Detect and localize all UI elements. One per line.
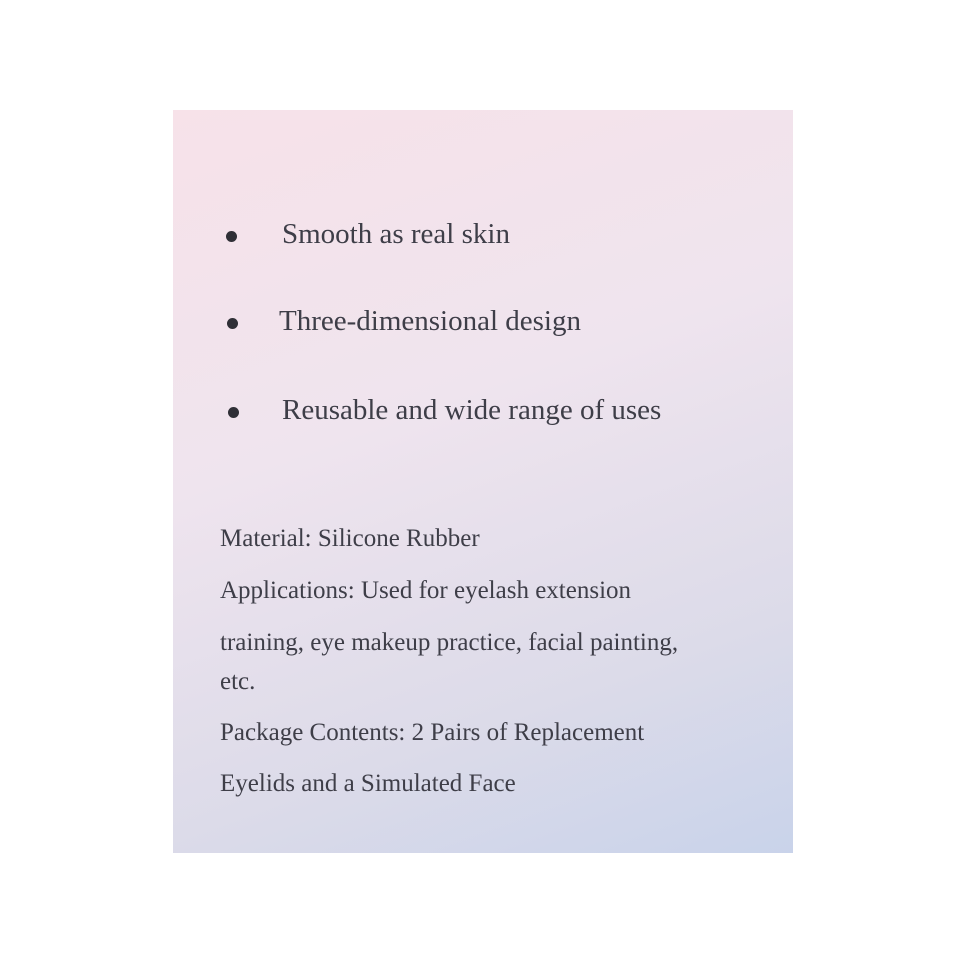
applications-text-line1: Applications: Used for eyelash extension	[220, 577, 632, 604]
feature-text: Smooth as real skin	[282, 218, 510, 250]
feature-item	[173, 304, 793, 338]
product-info-card	[173, 110, 793, 853]
feature-item	[173, 217, 793, 251]
applications-text-line3: etc.	[220, 668, 256, 695]
feature-text: Three-dimensional design	[279, 305, 581, 337]
package-contents-text-line2: Eyelids and a Simulated Face	[220, 770, 516, 797]
applications-text-line2: training, eye makeup practice, facial painting,	[220, 629, 679, 656]
package-contents-text-line1: Package Contents: 2 Pairs of Replacement	[220, 719, 645, 746]
bullet-icon	[226, 231, 237, 242]
feature-item	[173, 393, 793, 427]
bullet-icon	[228, 407, 239, 418]
material-text: Material: Silicone Rubber	[220, 525, 480, 552]
bullet-icon	[227, 318, 238, 329]
feature-text: Reusable and wide range of uses	[282, 394, 662, 426]
